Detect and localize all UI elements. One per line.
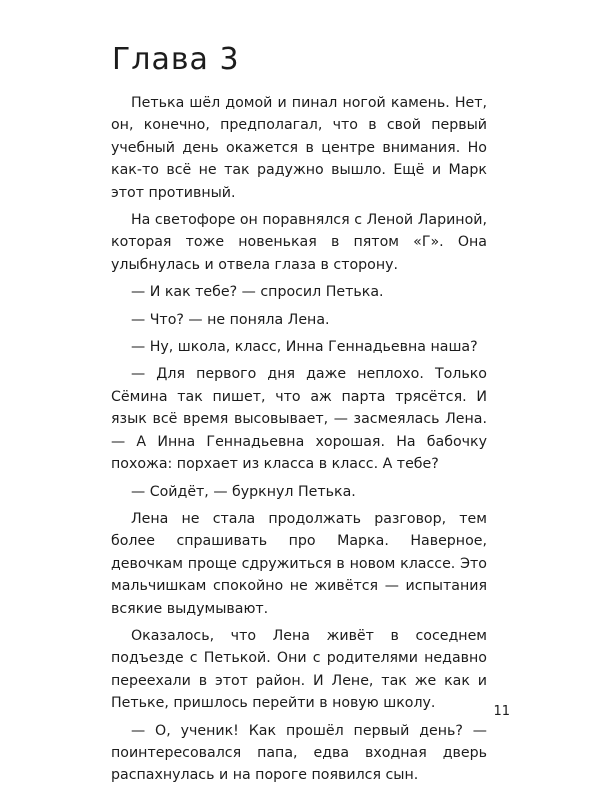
paragraph-6: — Для первого дня даже неплохо. Только Сёмина так пишет, что аж парта трясётся. И язык всё время высовывает, — засмеялась Лена. — А Инна Геннадьевна хорошая. На бабочку похожа: порхает из класса в класс. А тебе? [111,366,487,473]
paragraph-5: — Ну, школа, класс, Инна Геннадьевна наша? [131,339,478,356]
paragraph-3: — И как тебе? — спросил Петька. [131,284,384,301]
page-number: 11 [493,704,510,719]
paragraph-10: — О, ученик! Как прошёл первый день? — поинтересовался папа, едва входная дверь распахнулась и на пороге появился сын. [111,722,487,784]
paragraph-1: Петька шёл домой и пинал ногой камень. Нет, он, конечно, предполагал, что в свой первый учебный день окажется в центре внимания. Но как-то всё не так радужно вышло. Ещё и Марк этот противный. [111,95,487,201]
body-text [111,92,487,787]
chapter-title: Глава 3 [112,42,240,77]
paragraph-8: Лена не стала продолжать разговор, тем более спрашивать про Марка. Наверное, девочкам проще сдружиться в новом классе. Это мальчишкам спокойно не живётся — испытания всякие выдумывают. [111,510,487,617]
paragraph-2: На светофоре он поравнялся с Леной Лариной, которая тоже новенькая в пятом «Г». Она улыбнулась и отвела глаза в сторону. [111,212,487,273]
paragraph-7: — Сойдёт, — буркнул Петька. [131,483,356,500]
paragraph-9: Оказалось, что Лена живёт в соседнем подъезде с Петькой. Они с родителями недавно переехали в этот район. И Лене, так же как и Петьке, пришлось перейти в новую школу. [111,627,487,712]
paragraph-4: — Что? — не поняла Лена. [131,311,330,328]
